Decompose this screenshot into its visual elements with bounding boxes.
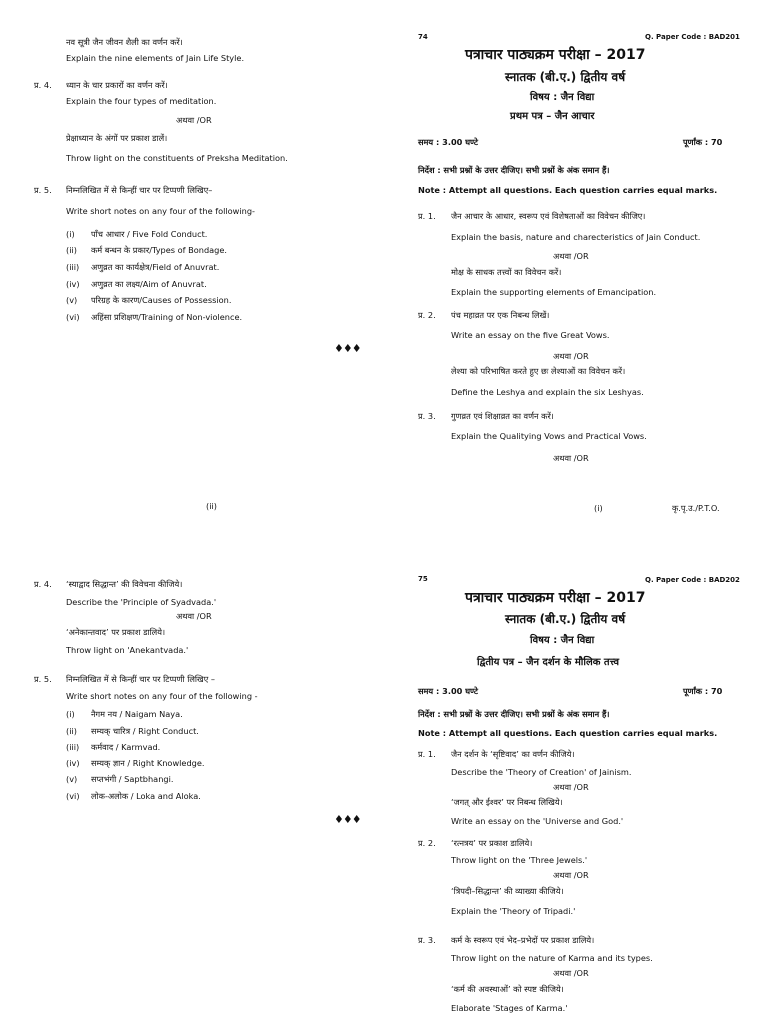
q4-number: प्र. 4. [34, 80, 52, 90]
q3-english: Explain the Qualitying Vows and Practical Vows. [451, 431, 647, 441]
q2-alt-hindi: ‘त्रिपदी–सिद्धान्त’ की व्याख्या कीजिये। [451, 886, 564, 896]
list-item-number: (iii) [66, 742, 80, 752]
q3-hindi: कर्म के स्वरूप एवं भेद–प्रभेदों पर प्रकाश डालिये। [451, 935, 595, 945]
page-number: (ii) [206, 501, 217, 511]
list-item: पाँच आधार / Five Fold Conduct. [91, 229, 208, 239]
q3-or: अथवा /OR [553, 968, 589, 978]
end-mark: ♦♦♦ [334, 813, 361, 826]
list-item: कर्मवाद / Karmvad. [91, 742, 161, 752]
q5-english: Write short notes on any four of the following- [66, 206, 255, 216]
list-item: कर्म बन्धन के प्रकार/Types of Bondage. [91, 245, 228, 255]
q4-alt-hindi: प्रेक्षाध्यान के अंगों पर प्रकाश डालें। [66, 133, 168, 143]
q1-alt-hindi: ‘जगत् और ईश्वर’ पर निबन्ध लिखिये। [451, 797, 563, 807]
list-item: अणुव्रत का कार्यक्षेत्र/Field of Anuvrat. [91, 262, 220, 272]
q4-number: प्र. 4. [34, 579, 52, 589]
q4-hindi: ‘स्याद्वाद सिद्धान्त’ की विवेचना कीजिये। [66, 579, 183, 589]
q1-number: प्र. 1. [418, 749, 436, 759]
q3-hindi: गुणव्रत एवं शिक्षाव्रत का वर्णन करें। [451, 411, 554, 421]
q3-tail-english: Explain the nine elements of Jain Life Style. [66, 53, 245, 63]
q3-or: अथवा /OR [553, 453, 589, 463]
q2-or: अथवा /OR [553, 870, 589, 880]
list-item-number: (v) [66, 295, 78, 305]
subject-line: विषय : जैन विद्या [530, 635, 595, 646]
list-item-number: (ii) [66, 245, 77, 255]
subject-line: विषय : जैन विद्या [530, 92, 595, 103]
list-item-number: (iv) [66, 758, 80, 768]
q5-hindi: निम्नलिखित में से किन्हीं चार पर टिप्पणी लिखिए – [66, 674, 215, 684]
q2-english: Throw light on the 'Three Jewels.' [451, 855, 588, 865]
q1-hindi: जैन आचार के आधार, स्वरूप एवं विशेषताओं का विवेचन कीजिए। [451, 211, 646, 221]
q4-or: अथवा /OR [176, 115, 212, 125]
course-subtitle: स्नातक (बी.ए.) द्वितीय वर्ष [505, 70, 626, 84]
list-item: सप्तभंगी / Saptbhangi. [91, 774, 174, 784]
list-item-number: (iv) [66, 279, 80, 289]
q1-alt-hindi: मोक्ष के साधक तत्त्वों का विवेचन करें। [451, 267, 562, 277]
list-item: अहिंसा प्रशिक्षण/Training of Non-violence. [91, 312, 243, 322]
instructions-hindi: निर्देश : सभी प्रश्नों के उत्तर दीजिए। सभी प्रश्नों के अंक समान हैं। [418, 709, 610, 719]
q5-number: प्र. 5. [34, 185, 52, 195]
q1-number: प्र. 1. [418, 211, 436, 221]
list-item-number: (v) [66, 774, 78, 784]
list-item: सम्यक् ज्ञान / Right Knowledge. [91, 758, 205, 768]
list-item: अणुव्रत का लक्ष्य/Aim of Anuvrat. [91, 279, 207, 289]
list-item-number: (ii) [66, 726, 77, 736]
page-number: (i) [594, 503, 603, 513]
q2-number: प्र. 2. [418, 310, 436, 320]
q2-or: अथवा /OR [553, 351, 589, 361]
exam-title: पत्राचार पाठ्यक्रम परीक्षा – 2017 [465, 47, 646, 63]
page-serial: 74 [418, 33, 428, 41]
q4-hindi: ध्यान के चार प्रकारों का वर्णन करें। [66, 80, 168, 90]
course-subtitle: स्नातक (बी.ए.) द्वितीय वर्ष [505, 612, 626, 626]
q1-alt-english: Explain the supporting elements of Emancipation. [451, 287, 657, 297]
q3-alt-english: Elaborate 'Stages of Karma.' [451, 1003, 568, 1013]
q3-tail-hindi: नव सूत्री जैन जीवन शैली का वर्णन करें। [66, 37, 183, 47]
paper-code: Q. Paper Code : BAD202 [645, 576, 740, 584]
pto-note: कृ.पृ.उ./P.T.O. [672, 503, 720, 513]
instructions-hindi: निर्देश : सभी प्रश्नों के उत्तर दीजिए। सभी प्रश्नों के अंक समान हैं। [418, 165, 610, 175]
page-serial: 75 [418, 575, 428, 583]
q5-english: Write short notes on any four of the following - [66, 691, 258, 701]
paper-line: द्वितीय पत्र – जैन दर्शन के मौलिक तत्त्व [477, 657, 620, 668]
q4-english: Describe the 'Principle of Syadvada.' [66, 597, 217, 607]
list-item: नैगम नय / Naigam Naya. [91, 709, 183, 719]
exam-title: पत्राचार पाठ्यक्रम परीक्षा – 2017 [465, 590, 646, 606]
q1-or: अथवा /OR [553, 782, 589, 792]
q3-alt-hindi: ‘कर्म की अवस्थाओं’ को स्पष्ट कीजिये। [451, 984, 564, 994]
end-mark: ♦♦♦ [334, 342, 361, 355]
list-item-number: (vi) [66, 312, 80, 322]
list-item-number: (i) [66, 229, 75, 239]
time-label: समय : 3.00 घण्टे [418, 137, 478, 147]
q2-hindi: पंच महाव्रत पर एक निबन्ध लिखें। [451, 310, 550, 320]
list-item: परिग्रह के कारण/Causes of Possession. [91, 295, 232, 305]
q2-number: प्र. 2. [418, 838, 436, 848]
q1-english: Describe the 'Theory of Creation' of Jainism. [451, 767, 632, 777]
q3-number: प्र. 3. [418, 935, 436, 945]
list-item: लोक-अलोक / Loka and Aloka. [91, 791, 201, 801]
q1-hindi: जैन दर्शन के ‘सृष्टिवाद’ का वर्णन कीजिये। [451, 749, 575, 759]
marks-label: पूर्णांक : 70 [683, 686, 723, 696]
paper-code: Q. Paper Code : BAD201 [645, 33, 740, 41]
q4-or: अथवा /OR [176, 611, 212, 621]
q1-alt-english: Write an essay on the 'Universe and God.' [451, 816, 624, 826]
time-label: समय : 3.00 घण्टे [418, 686, 478, 696]
q4-english: Explain the four types of meditation. [66, 96, 217, 106]
marks-label: पूर्णांक : 70 [683, 137, 723, 147]
q2-alt-english: Explain the 'Theory of Tripadi.' [451, 906, 576, 916]
q3-number: प्र. 3. [418, 411, 436, 421]
list-item-number: (vi) [66, 791, 80, 801]
q2-alt-hindi: लेश्या को परिभाषित करते हुए छः लेश्याओं का विवेचन करें। [451, 366, 626, 376]
list-item-number: (i) [66, 709, 75, 719]
q1-or: अथवा /OR [553, 251, 589, 261]
list-item: सम्यक् चारित्र / Right Conduct. [91, 726, 199, 736]
q1-english: Explain the basis, nature and charecteristics of Jain Conduct. [451, 232, 701, 242]
q5-number: प्र. 5. [34, 674, 52, 684]
q2-english: Write an essay on the five Great Vows. [451, 330, 610, 340]
paper-line: प्रथम पत्र – जैन आचार [510, 111, 595, 122]
q2-hindi: ‘रत्नत्रय’ पर प्रकाश डालिये। [451, 838, 533, 848]
q4-alt-english: Throw light on 'Anekantvada.' [66, 645, 189, 655]
q4-alt-english: Throw light on the constituents of Preksha Meditation. [66, 153, 288, 163]
q4-alt-hindi: ‘अनेकान्तवाद’ पर प्रकाश डालिये। [66, 627, 166, 637]
q2-alt-english: Define the Leshya and explain the six Leshyas. [451, 387, 644, 397]
q3-english: Throw light on the nature of Karma and its types. [451, 953, 653, 963]
q5-hindi: निम्नलिखित में से किन्हीं चार पर टिप्पणी लिखिए– [66, 185, 213, 195]
list-item-number: (iii) [66, 262, 80, 272]
instructions-english: Note : Attempt all questions. Each question carries equal marks. [418, 728, 718, 738]
instructions-english: Note : Attempt all questions. Each question carries equal marks. [418, 185, 718, 195]
